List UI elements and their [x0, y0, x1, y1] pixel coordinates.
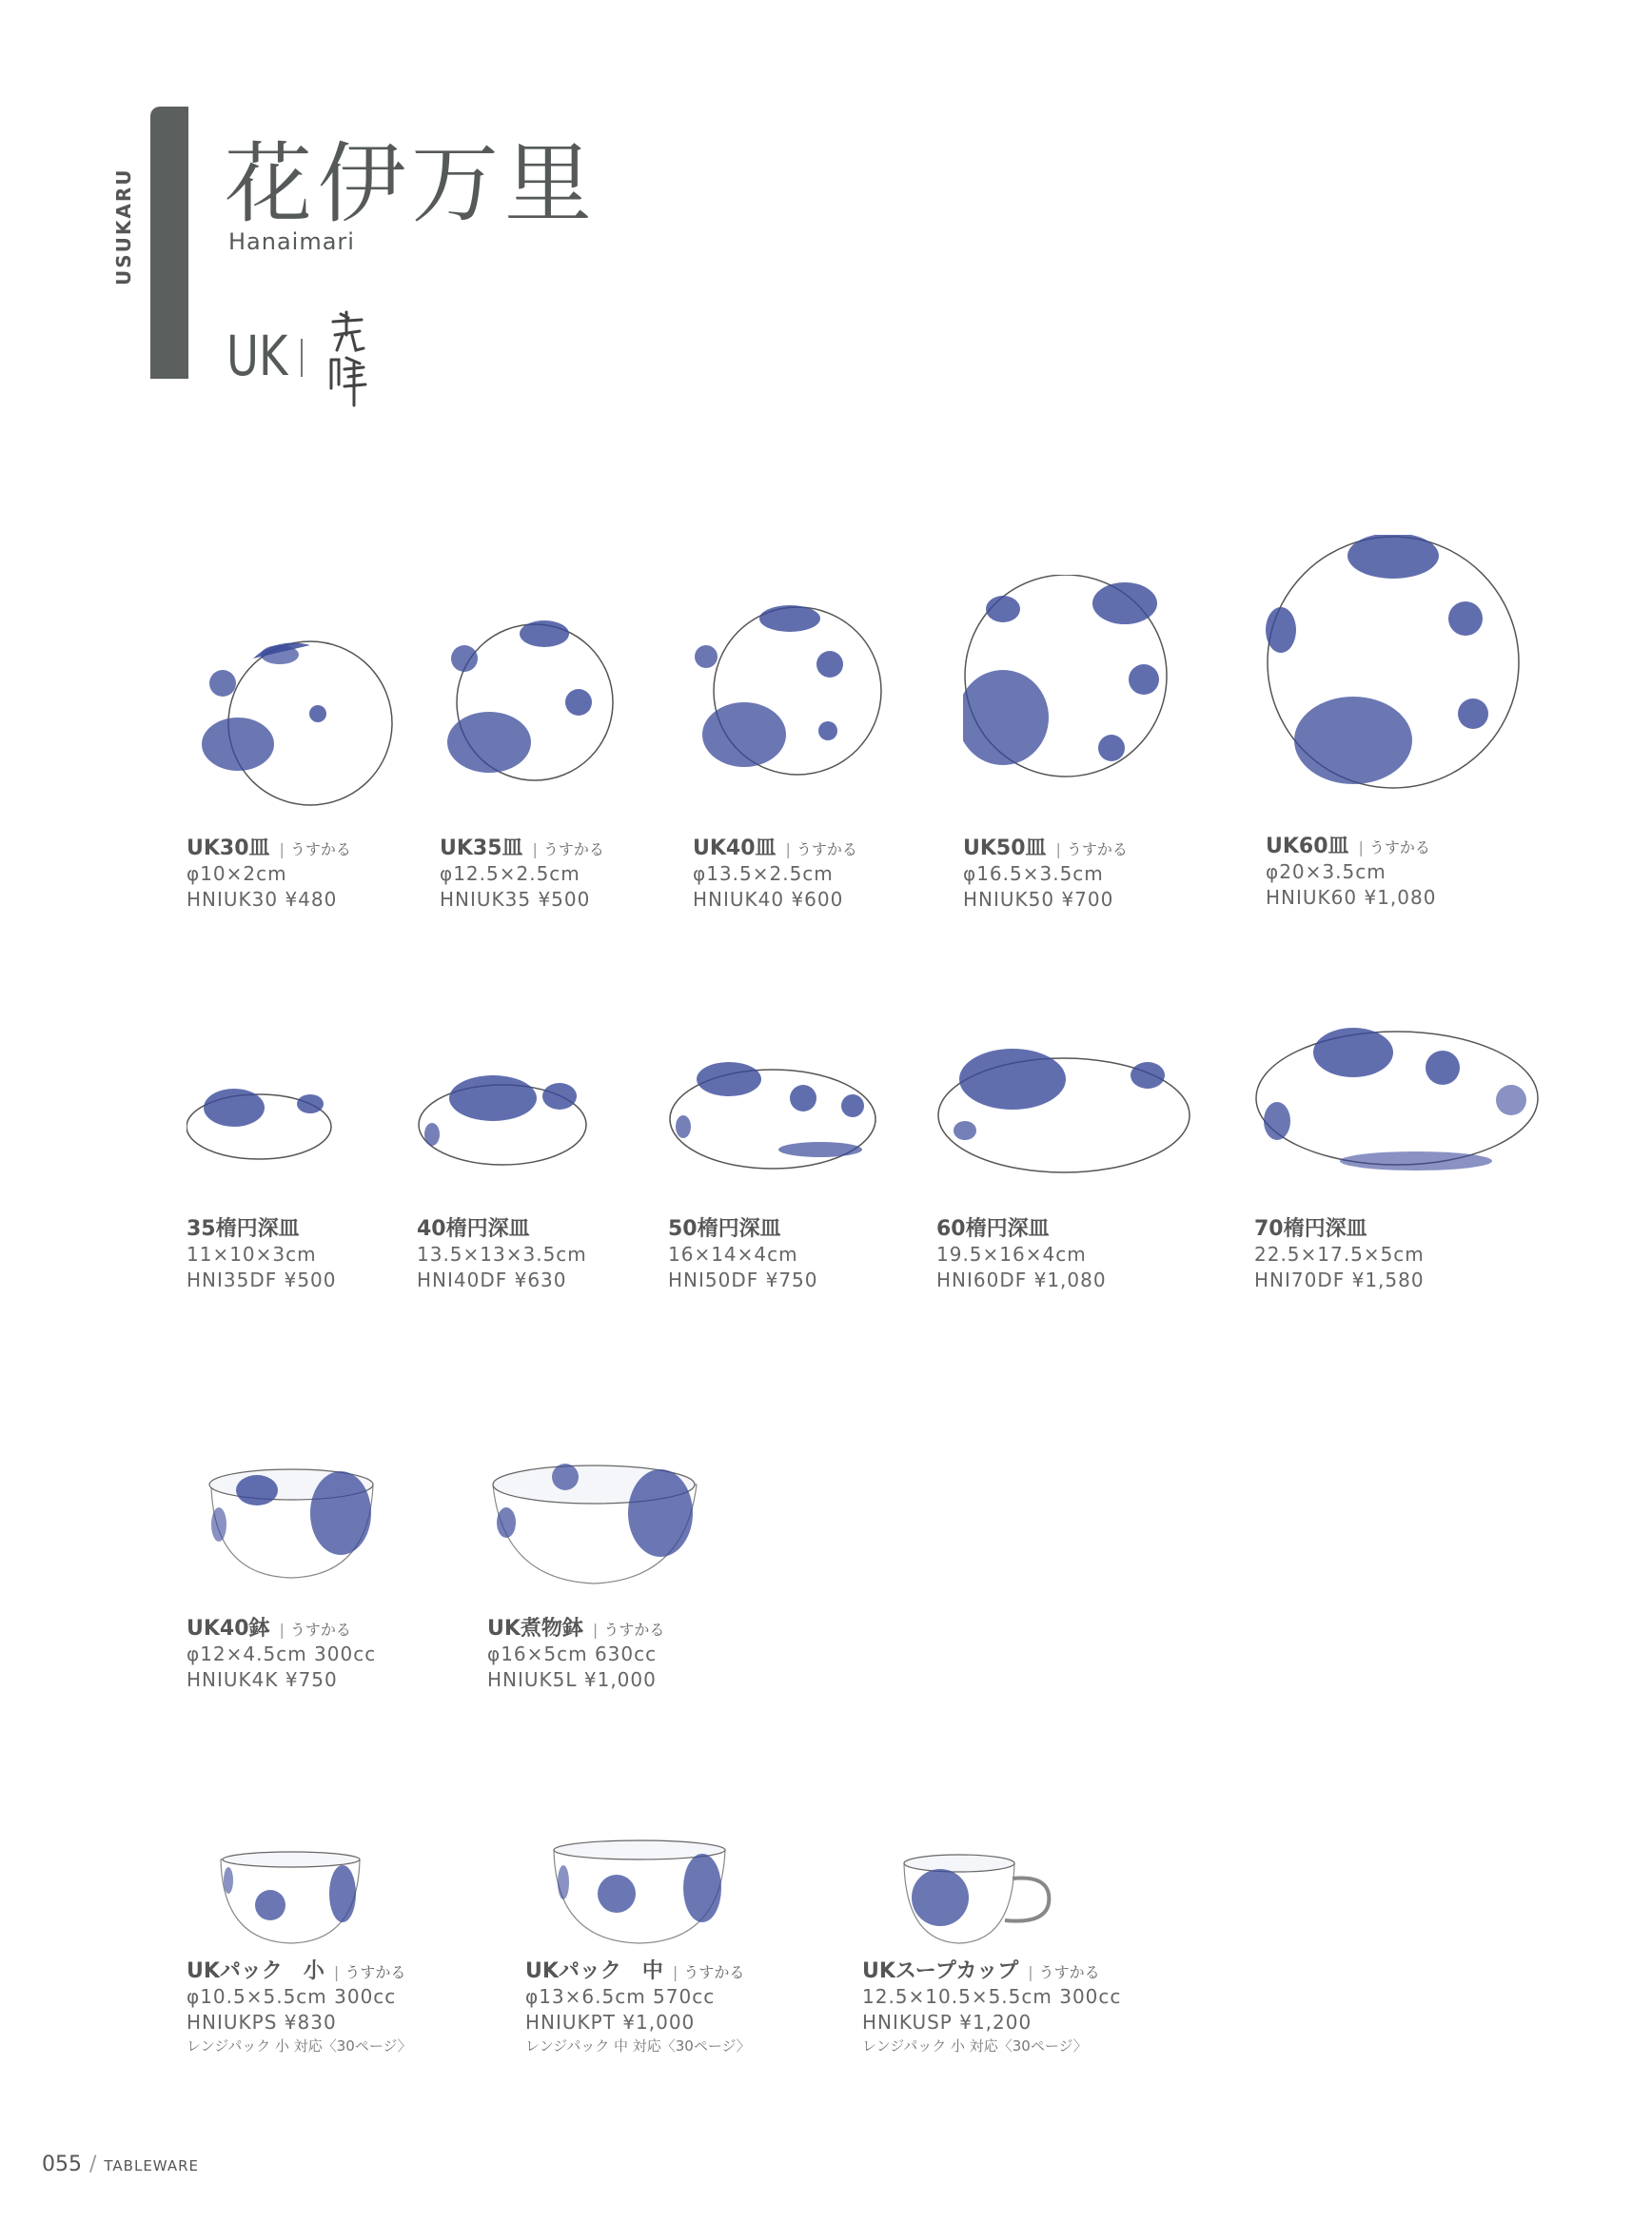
product-size: φ16.5×3.5cm — [963, 862, 1104, 885]
signature-logo — [324, 306, 371, 411]
oval-plate-image — [936, 1047, 1193, 1209]
brand-label: | うすかる — [1359, 838, 1430, 856]
section-label: TABLEWARE — [104, 2157, 199, 2174]
product-name-line — [936, 1212, 1222, 1242]
product-name-line — [668, 1212, 954, 1242]
product-size: 22.5×17.5×5cm — [1254, 1243, 1425, 1266]
product-name: UK40鉢 — [187, 1617, 270, 1641]
product-name: UK50皿 — [963, 836, 1047, 860]
product-name-line — [963, 832, 1249, 861]
brand-label: | うすかる — [1028, 1963, 1099, 1981]
product-uk50-plate[interactable] — [963, 575, 1249, 913]
product-size: 12.5×10.5×5.5cm 300cc — [862, 1985, 1122, 2008]
product-code-price: HNIUK5L ¥1,000 — [487, 1668, 657, 1691]
product-size: φ16×5cm 630cc — [487, 1643, 658, 1665]
product-size: φ13.5×2.5cm — [693, 862, 834, 885]
product-uk-pack-small[interactable] — [187, 1846, 472, 2056]
product-size: 19.5×16×4cm — [936, 1243, 1087, 1266]
series-divider — [301, 339, 303, 377]
product-code-price: HNI50DF ¥750 — [668, 1269, 818, 1291]
product-code-price: HNI70DF ¥1,580 — [1254, 1269, 1425, 1291]
plate-image — [693, 605, 950, 828]
product-name-line — [693, 832, 978, 861]
product-40-oval-deep-plate[interactable] — [417, 1068, 702, 1293]
product-name-line — [1266, 830, 1551, 859]
product-name: 35楕円深皿 — [187, 1217, 300, 1241]
product-name-line — [525, 1955, 811, 1984]
product-code-price: HNIUK60 ¥1,080 — [1266, 886, 1437, 909]
brand-label: | うすかる — [786, 840, 857, 858]
product-uk-nimono-bowl[interactable] — [487, 1446, 773, 1693]
brand-label: | うすかる — [673, 1963, 744, 1981]
product-code-price: HNI35DF ¥500 — [187, 1269, 337, 1291]
product-name: UK60皿 — [1266, 835, 1349, 858]
product-50-oval-deep-plate[interactable] — [668, 1058, 954, 1293]
product-size: φ13×6.5cm 570cc — [525, 1985, 716, 2008]
brand-label: | うすかる — [280, 1621, 351, 1639]
product-size: 13.5×13×3.5cm — [417, 1243, 587, 1266]
product-code-price: HNIUK35 ¥500 — [440, 888, 591, 911]
page-title: 花伊万里 — [225, 133, 599, 235]
page-footer — [42, 2153, 199, 2176]
product-code-price: HNIUKPT ¥1,000 — [525, 2011, 696, 2034]
product-note: レンジパック 小 対応〈30ページ〉 — [187, 2037, 412, 2055]
plate-image — [963, 575, 1220, 828]
footer-divider: / — [89, 2153, 97, 2176]
product-name-line — [487, 1612, 773, 1642]
product-note: レンジパック 中 対応〈30ページ〉 — [525, 2037, 751, 2055]
brand-label: | うすかる — [593, 1621, 664, 1639]
product-code-price: HNIUK4K ¥750 — [187, 1668, 338, 1691]
oval-plate-image — [668, 1058, 925, 1209]
product-name: UK40皿 — [693, 836, 777, 860]
product-code-price: HNIKUSP ¥1,200 — [862, 2011, 1032, 2034]
vertical-label: USUKARU — [112, 167, 135, 285]
brand-label: | うすかる — [533, 840, 604, 858]
product-uk35-plate[interactable] — [440, 619, 725, 913]
product-name: 60楕円深皿 — [936, 1217, 1050, 1241]
product-uk40-plate[interactable] — [693, 605, 978, 913]
product-name: UKスープカップ — [862, 1959, 1019, 1983]
bowl-image — [187, 1456, 443, 1608]
product-code-price: HNI40DF ¥630 — [417, 1269, 567, 1291]
product-uk60-plate[interactable] — [1266, 535, 1551, 911]
product-70-oval-deep-plate[interactable] — [1254, 1018, 1540, 1293]
product-name-line — [1254, 1212, 1540, 1242]
product-name-line — [417, 1212, 702, 1242]
product-uk-soup-cup[interactable] — [862, 1846, 1148, 2056]
product-size: φ12.5×2.5cm — [440, 862, 580, 885]
product-code-price: HNIUK50 ¥700 — [963, 888, 1114, 911]
plate-image — [1266, 535, 1523, 826]
product-size: φ12×4.5cm 300cc — [187, 1643, 377, 1665]
brand-label: | うすかる — [334, 1963, 405, 1981]
product-name-line — [440, 832, 725, 861]
plate-image — [187, 638, 443, 828]
series-code: UK — [226, 324, 288, 388]
plate-image — [440, 619, 697, 828]
product-name: 70楕円深皿 — [1254, 1217, 1367, 1241]
oval-plate-image — [1254, 1018, 1540, 1209]
product-code-price: HNIUK40 ¥600 — [693, 888, 844, 911]
product-name: UKパック 小 — [187, 1959, 324, 1983]
product-name-line — [862, 1955, 1148, 1984]
soup-cup-image — [862, 1846, 1119, 1951]
product-uk-pack-medium[interactable] — [525, 1837, 811, 2056]
header-bar — [150, 107, 188, 379]
product-name: 50楕円深皿 — [668, 1217, 781, 1241]
product-code-price: HNIUKPS ¥830 — [187, 2011, 337, 2034]
product-code-price: HNI60DF ¥1,080 — [936, 1269, 1107, 1291]
product-name: UK35皿 — [440, 836, 523, 860]
product-name: UK30皿 — [187, 836, 270, 860]
page-number: 055 — [42, 2153, 82, 2176]
bowl-image — [487, 1446, 744, 1608]
product-size: φ20×3.5cm — [1266, 860, 1386, 883]
product-name-line — [187, 1612, 472, 1642]
oval-plate-image — [417, 1068, 674, 1209]
product-uk30-plate[interactable] — [187, 638, 472, 913]
product-uk40-bowl[interactable] — [187, 1456, 472, 1693]
product-size: φ10.5×5.5cm 300cc — [187, 1985, 397, 2008]
oval-plate-image — [187, 1075, 443, 1209]
product-note: レンジパック 小 対応〈30ページ〉 — [862, 2037, 1088, 2055]
product-size: 16×14×4cm — [668, 1243, 798, 1266]
product-name: 40楕円深皿 — [417, 1217, 530, 1241]
product-name-line — [187, 1955, 472, 1984]
product-size: 11×10×3cm — [187, 1243, 317, 1266]
product-code-price: HNIUK30 ¥480 — [187, 888, 338, 911]
product-name-line — [187, 832, 472, 861]
brand-label: | うすかる — [1056, 840, 1128, 858]
product-size: φ10×2cm — [187, 862, 287, 885]
page-subtitle: Hanaimari — [228, 228, 355, 255]
product-name: UKパック 中 — [525, 1959, 663, 1983]
brand-label: | うすかる — [280, 840, 351, 858]
product-60-oval-deep-plate[interactable] — [936, 1047, 1222, 1293]
pack-image — [525, 1837, 782, 1951]
pack-image — [187, 1846, 443, 1951]
product-name: UK煮物鉢 — [487, 1617, 583, 1641]
